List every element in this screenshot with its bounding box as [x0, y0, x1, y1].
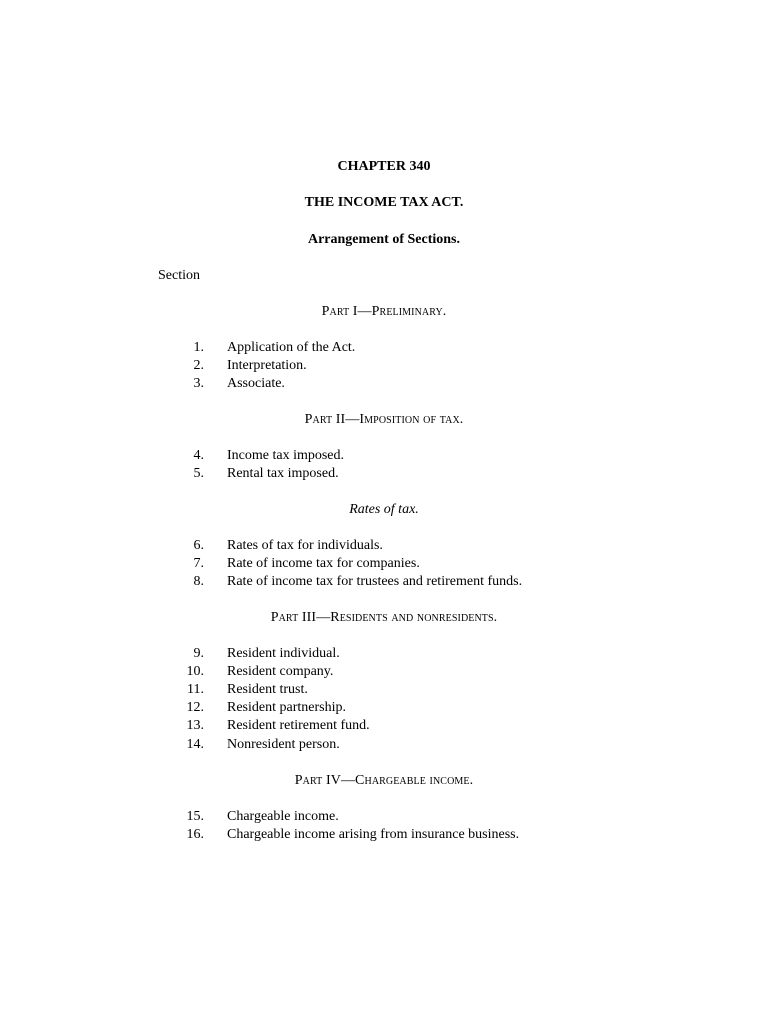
part-heading: Part I—Preliminary.	[321, 304, 447, 319]
subheading: Rates of tax.	[349, 502, 419, 517]
section-title: Nonresident person.	[227, 737, 340, 752]
section-label: Section	[158, 268, 200, 283]
section-title: Rates of tax for individuals.	[227, 538, 383, 553]
chapter-heading: CHAPTER 340	[337, 159, 431, 174]
section-number: 1.	[193, 340, 204, 355]
part-heading: Part IV—Chargeable income.	[294, 773, 474, 788]
section-title: Resident company.	[227, 664, 334, 679]
section-number: 16.	[186, 827, 204, 842]
section-title: Interpretation.	[227, 358, 307, 373]
section-number: 13.	[186, 718, 204, 733]
section-title: Rental tax imposed.	[227, 466, 339, 481]
part-heading: Part II—Imposition of tax.	[304, 412, 464, 427]
section-title: Chargeable income arising from insurance business.	[227, 827, 520, 842]
section-number: 11.	[187, 682, 204, 697]
section-title: Income tax imposed.	[227, 448, 345, 463]
part-heading: Part III—Residents and nonresidents.	[270, 610, 498, 625]
section-number: 3.	[193, 376, 204, 391]
section-number: 12.	[186, 700, 204, 715]
section-number: 2.	[193, 358, 204, 373]
section-number: 14.	[186, 737, 204, 752]
section-title: Resident partnership.	[227, 700, 346, 715]
act-title: THE INCOME TAX ACT.	[304, 195, 464, 210]
section-title: Resident trust.	[227, 682, 308, 697]
section-number: 7.	[193, 556, 204, 571]
section-number: 15.	[186, 809, 204, 824]
section-title: Rate of income tax for companies.	[227, 556, 420, 571]
section-title: Resident individual.	[227, 646, 340, 661]
arrangement-heading: Arrangement of Sections.	[307, 232, 461, 247]
section-title: Associate.	[227, 376, 285, 391]
section-title: Rate of income tax for trustees and retirement funds.	[227, 574, 523, 589]
section-number: 5.	[193, 466, 204, 481]
section-number: 6.	[193, 538, 204, 553]
section-title: Resident retirement fund.	[227, 718, 370, 733]
section-title: Chargeable income.	[227, 809, 339, 824]
section-number: 10.	[186, 664, 204, 679]
section-number: 9.	[193, 646, 204, 661]
section-title: Application of the Act.	[227, 340, 356, 355]
section-number: 4.	[193, 448, 204, 463]
section-number: 8.	[193, 574, 204, 589]
